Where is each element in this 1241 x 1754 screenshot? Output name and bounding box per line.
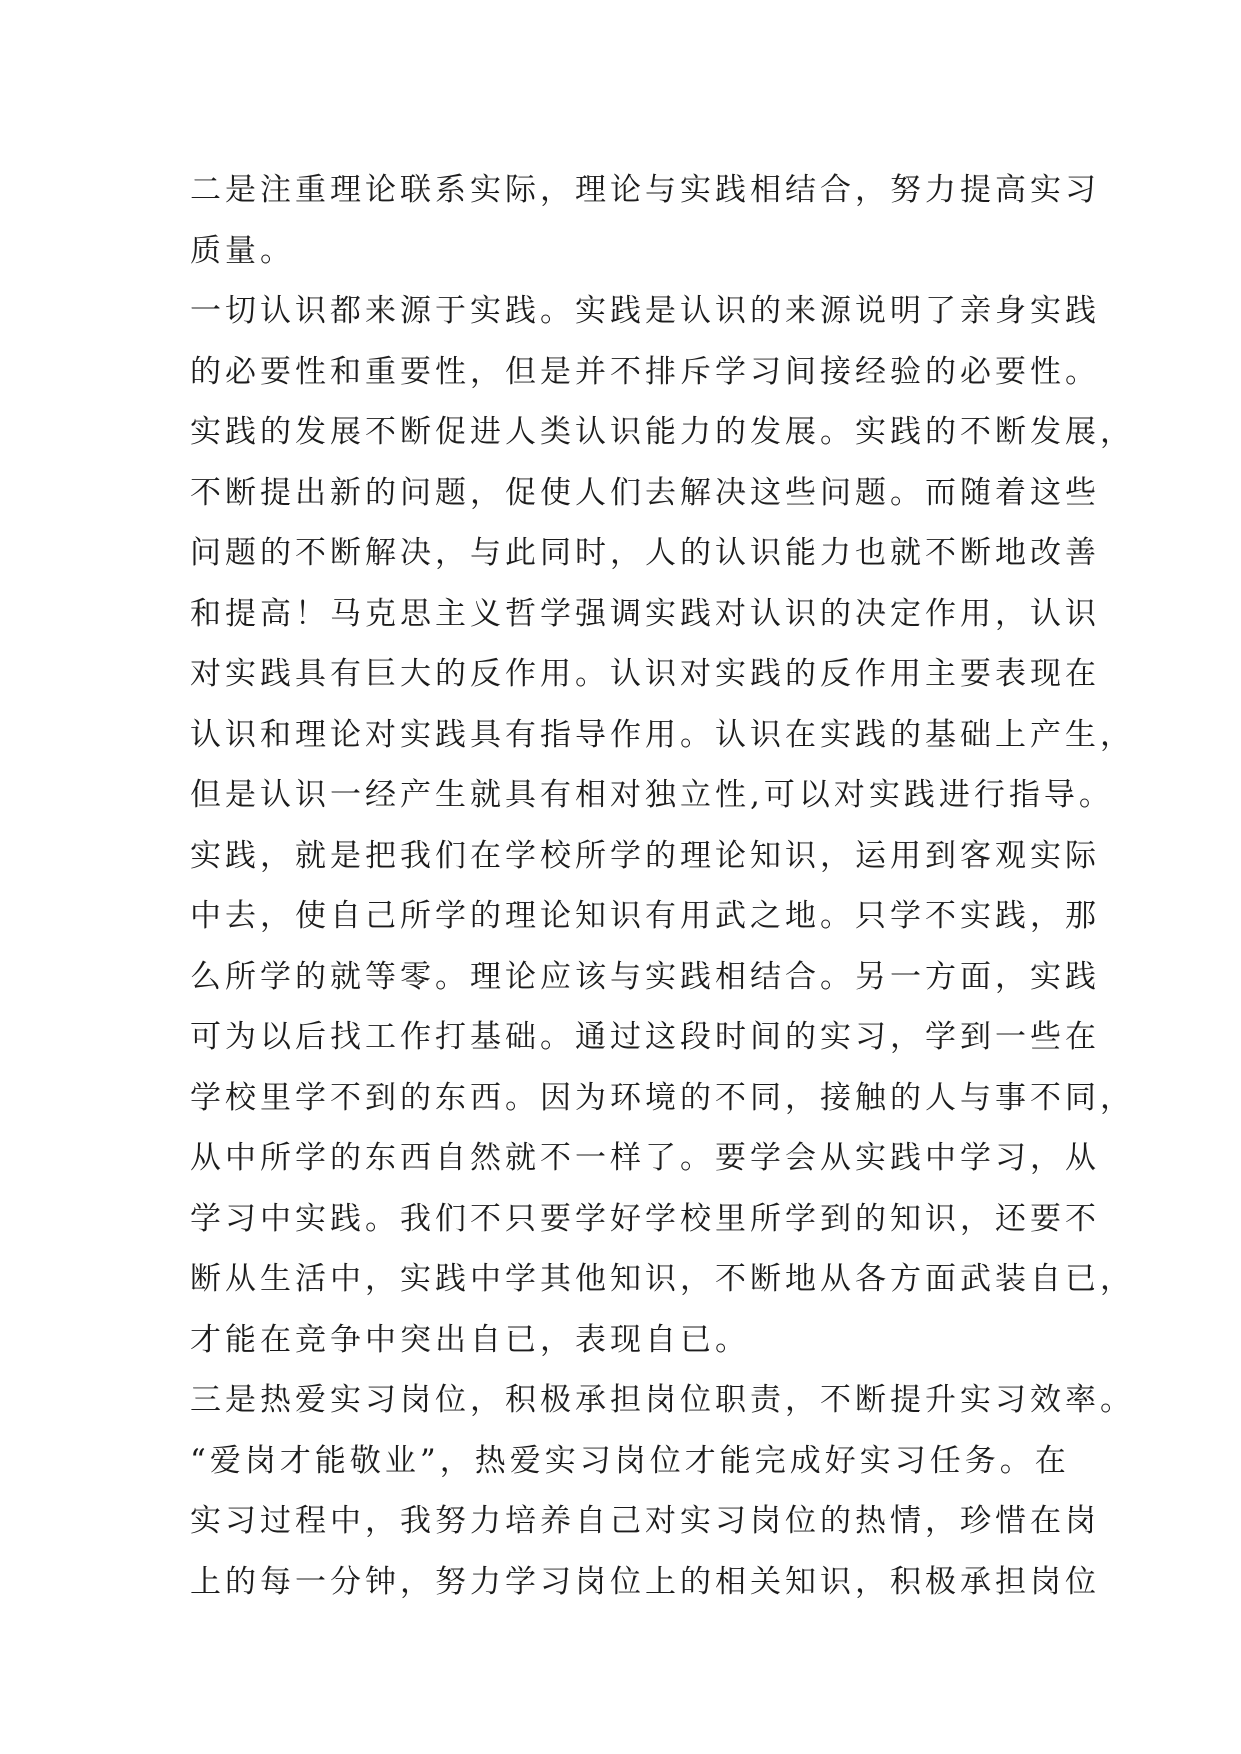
text-line: 二是注重理论联系实际，理论与实践相结合，努力提高实习 bbox=[190, 172, 1100, 208]
text-line: 才能在竞争中突出自已，表现自已。 bbox=[190, 1321, 750, 1358]
text-line: 对实践具有巨大的反作用。认识对实践的反作用主要表现在 bbox=[190, 656, 1100, 692]
text-line: 实践，就是把我们在学校所学的理论知识，运用到客观实际 bbox=[190, 837, 1100, 874]
text-line: 问题的不断解决，与此同时，人的认识能力也就不断地改善 bbox=[190, 535, 1100, 571]
text-line: 但是认识一经产生就具有相对独立性,可以对实践进行指导。 bbox=[190, 777, 1114, 813]
text-line: 一切认识都来源于实践。实践是认识的来源说明了亲身实践 bbox=[190, 293, 1100, 329]
text-line: 可为以后找工作打基础。通过这段时间的实习，学到一些在 bbox=[190, 1019, 1100, 1055]
text-line: 实习过程中，我努力培养自己对实习岗位的热情，珍惜在岗 bbox=[190, 1503, 1100, 1539]
text-line: 质量。 bbox=[190, 232, 295, 269]
text-line: 从中所学的东西自然就不一样了。要学会从实践中学习，从 bbox=[190, 1140, 1100, 1176]
text-line: 认识和理论对实践具有指导作用。认识在实践的基础上产生， bbox=[190, 716, 1135, 753]
text-line: 的必要性和重要性，但是并不排斥学习间接经验的必要性。 bbox=[190, 353, 1100, 390]
text-line: 上的每一分钟，努力学习岗位上的相关知识，积极承担岗位 bbox=[190, 1563, 1100, 1600]
text-line: 不断提出新的问题，促使人们去解决这些问题。而随着这些 bbox=[190, 474, 1100, 511]
text-line: 三是热爱实习岗位，积极承担岗位职责，不断提升实习效率。 bbox=[190, 1382, 1135, 1418]
document-body bbox=[190, 160, 1135, 1612]
text-line: 实践的发展不断促进人类认识能力的发展。实践的不断发展， bbox=[190, 414, 1135, 450]
text-line: 中去，使自己所学的理论知识有用武之地。只学不实践，那 bbox=[190, 898, 1100, 934]
text-line: “爱岗才能敬业”，热爱实习岗位才能完成好实习任务。在 bbox=[190, 1442, 1070, 1479]
text-line: 学校里学不到的东西。因为环境的不同，接触的人与事不同， bbox=[190, 1079, 1135, 1116]
text-line: 断从生活中，实践中学其他知识，不断地从各方面武装自已， bbox=[190, 1261, 1135, 1297]
text-line: 学习中实践。我们不只要学好学校里所学到的知识，还要不 bbox=[190, 1200, 1100, 1237]
text-line: 么所学的就等零。理论应该与实践相结合。另一方面，实践 bbox=[190, 958, 1100, 995]
text-line: 和提高！马克思主义哲学强调实践对认识的决定作用，认识 bbox=[190, 595, 1100, 632]
